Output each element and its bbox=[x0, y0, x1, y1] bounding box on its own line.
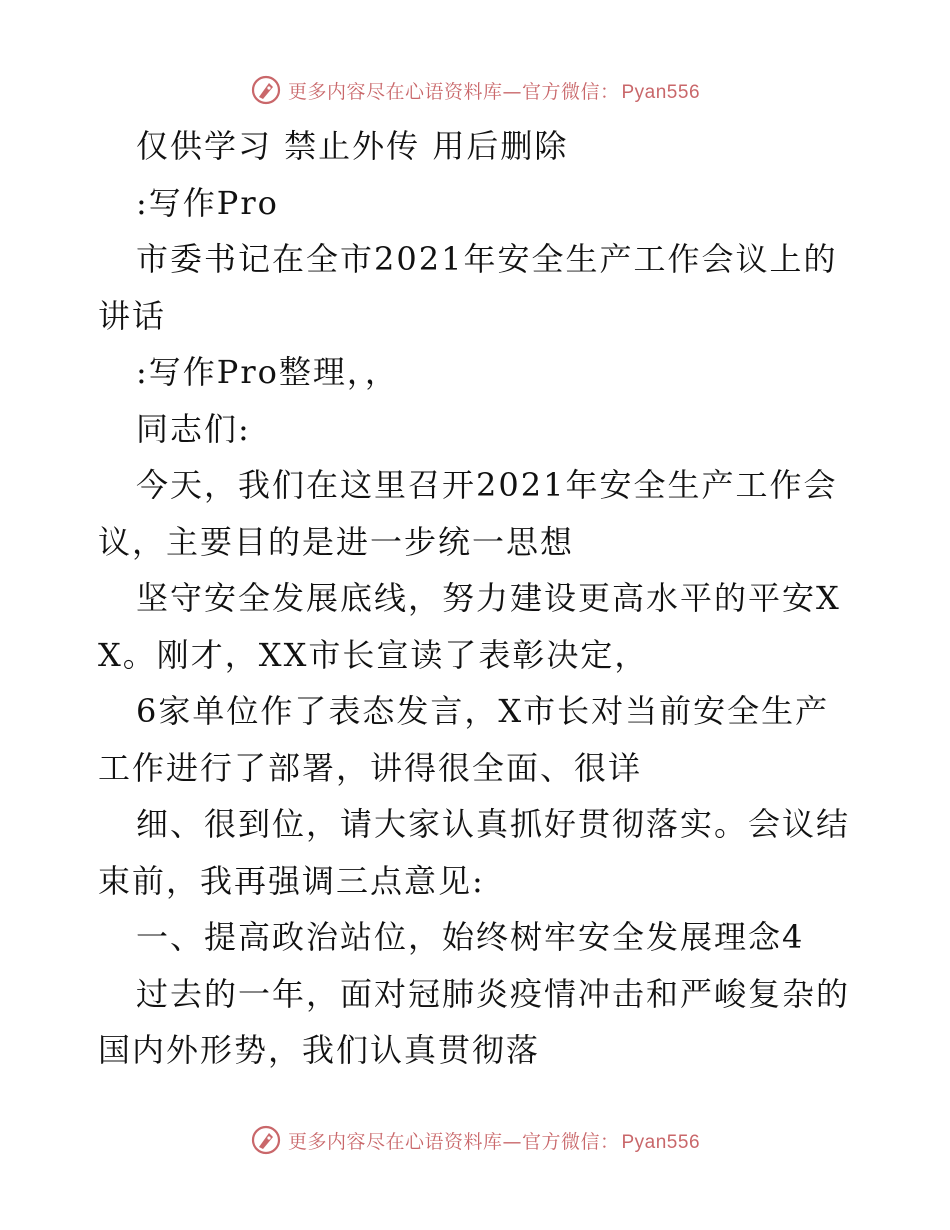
paragraph-title: 市委书记在全市2021年安全生产工作会议上的讲话 bbox=[98, 240, 838, 335]
paragraph-notice: 仅供学习 禁止外传 用后删除 bbox=[136, 127, 569, 165]
pen-nib-logo-icon bbox=[250, 1124, 282, 1156]
header-banner-text: 更多内容尽在心语资料库—官方微信： Pyan556 bbox=[287, 80, 701, 103]
paragraph-section-heading: 一、提高政治站位，始终树牢安全发展理念4 bbox=[136, 918, 805, 956]
footer-watermark-banner bbox=[0, 1120, 950, 1160]
paragraph-body-2: 坚守安全发展底线，努力建设更高水平的平安XX。刚才，XX市长宣读了表彰决定， bbox=[98, 579, 841, 674]
paragraph-body-5: 过去的一年，面对冠肺炎疫情冲击和严峻复杂的国内外形势，我们认真贯彻落 bbox=[98, 974, 851, 1069]
paragraph-editor: :写作Pro整理，， bbox=[136, 353, 399, 391]
paragraph-body-1: 今天，我们在这里召开2021年安全生产工作会议，主要目的是进一步统一思想 bbox=[98, 466, 838, 561]
document-body bbox=[98, 118, 858, 1079]
footer-banner-text: 更多内容尽在心语资料库—官方微信： Pyan556 bbox=[287, 1130, 701, 1153]
paragraph-body-3: 6家单位作了表态发言，X市长对当前安全生产工作进行了部署，讲得很全面、很详 bbox=[98, 692, 830, 787]
pen-nib-logo-icon bbox=[250, 74, 282, 106]
footer-wechat-id: Pyan556 bbox=[621, 1131, 701, 1153]
paragraph-greeting: 同志们: bbox=[136, 409, 251, 448]
header-watermark-banner bbox=[0, 70, 950, 110]
paragraph-body-4: 细、很到位，请大家认真抓好贯彻落实。会议结束前，我再强调三点意见: bbox=[98, 805, 851, 900]
paragraph-source: :写作Pro bbox=[136, 183, 279, 222]
header-wechat-id: Pyan556 bbox=[621, 81, 701, 103]
